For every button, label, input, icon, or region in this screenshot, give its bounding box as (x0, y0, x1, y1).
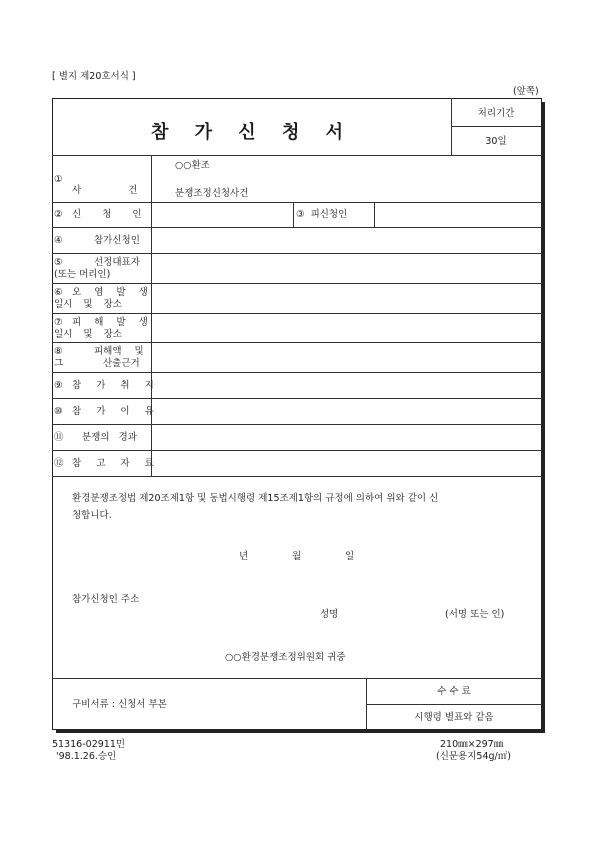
footer-line (52, 678, 542, 679)
form-reference: [ 별지 제20호서식 ] (52, 71, 136, 82)
reason-number: ⑩ (54, 406, 63, 417)
case-label (54, 174, 146, 196)
statement-line-1: 환경분쟁조정법 제20조제1항 및 동법시행령 제15조제1항의 규정에 의하여 위와 같이 신 (72, 493, 439, 504)
form-shadow-bottom (56, 730, 545, 733)
progress-label (54, 432, 137, 443)
pollution-number: ⑥ (54, 287, 63, 298)
case-number: ① (54, 174, 63, 185)
purpose-number: ⑨ (54, 380, 63, 391)
page-side-label: (앞쪽) (513, 86, 539, 97)
damage-field[interactable] (153, 315, 540, 341)
references-field[interactable] (153, 452, 540, 475)
amount-label-line-2b: 산출근거 (103, 358, 140, 369)
divider (293, 202, 294, 227)
representative-label (54, 257, 140, 268)
applicant-label (54, 209, 142, 220)
pollution-label-line-2: 일시 및 장소 (54, 299, 122, 310)
applicant-number: ② (54, 209, 63, 220)
divider (451, 126, 541, 127)
reason-field[interactable] (153, 400, 540, 423)
processing-period-value: 30일 (485, 136, 507, 147)
statement-line-2: 청합니다. (72, 510, 112, 521)
damage-number: ⑦ (54, 317, 63, 328)
respondent-number: ③ (296, 209, 305, 220)
amount-label-line-2a: 그 (54, 358, 64, 369)
case-value-2[interactable]: 분쟁조정신청사건 (175, 188, 249, 199)
respondent-field[interactable] (376, 204, 540, 226)
row-line (52, 450, 542, 451)
form-title: 참 가 신 청 서 (150, 122, 353, 143)
addressee: ○○환경분쟁조정위원회 귀중 (225, 652, 346, 663)
amount-number: ⑧ (54, 346, 63, 357)
participant-number: ④ (54, 235, 63, 246)
row-line (52, 202, 542, 203)
purpose-label (54, 380, 160, 391)
form-code: 51316-02911민 (52, 739, 126, 750)
purpose-field[interactable] (153, 374, 540, 397)
divider (374, 202, 375, 227)
purpose-label-text: 참 가 취 지 (72, 380, 160, 391)
case-label-text: 사 건 (72, 185, 138, 196)
pollution-label-line-1: 오 염 발 생 (72, 287, 151, 298)
progress-field[interactable] (153, 426, 540, 449)
references-number: ⑫ (54, 458, 64, 469)
paper-type: (신문용지54g/㎡) (436, 751, 511, 762)
respondent-label-text: 피신청인 (310, 209, 348, 220)
fee-value: 시행령 별표와 같음 (414, 712, 494, 723)
approval-date: '98.1.26.승인 (56, 751, 117, 762)
row-line (52, 342, 542, 343)
date-day-label: 일 (345, 551, 355, 562)
representative-field[interactable] (153, 255, 540, 282)
damage-label-line-2: 일시 및 장소 (54, 329, 122, 340)
date-month-label: 월 (292, 551, 302, 562)
references-label-text: 참 고 자 료 (72, 458, 160, 469)
row-line (52, 372, 542, 373)
row-line (52, 227, 542, 228)
participant-label (54, 235, 140, 246)
required-documents: 구비서류 : 신청서 부본 (72, 699, 167, 710)
address-label: 참가신청인 주소 (72, 594, 140, 605)
processing-period-label: 처리기간 (477, 108, 515, 119)
representative-label-line-2: (또는 머리인) (54, 269, 111, 280)
references-label (54, 458, 160, 469)
progress-number: ⑪ (54, 432, 64, 443)
label-column-divider (151, 155, 152, 476)
participant-field[interactable] (153, 229, 540, 252)
case-value-1[interactable]: ○○환조 (175, 160, 210, 171)
amount-label-line-1: 피해액 및 (94, 346, 144, 357)
paper-size: 210㎜×297㎜ (440, 739, 504, 750)
amount-label (54, 346, 144, 357)
representative-number: ⑤ (54, 257, 63, 268)
name-label: 성명 (320, 609, 339, 620)
row-line (52, 155, 542, 156)
signature-label: (서명 또는 인) (445, 609, 505, 620)
damage-label-line-1: 피 해 발 생 (72, 317, 151, 328)
reason-label-text: 참 가 이 유 (72, 406, 160, 417)
applicant-field[interactable] (153, 204, 292, 226)
pollution-field[interactable] (153, 285, 540, 312)
progress-label-text: 분쟁의 경과 (82, 432, 137, 443)
row-line (52, 398, 542, 399)
row-line (52, 424, 542, 425)
pollution-label (54, 287, 151, 298)
row-line (52, 283, 542, 284)
form-shadow-right (542, 102, 545, 733)
row-line (52, 476, 542, 477)
representative-label-line-1: 선정대표자 (94, 257, 140, 268)
divider (366, 704, 542, 705)
reason-label (54, 406, 160, 417)
damage-label (54, 317, 151, 328)
participant-label-text: 참가신청인 (94, 235, 140, 246)
applicant-label-text: 신 청 인 (72, 209, 142, 220)
respondent-label (296, 209, 347, 220)
row-line (52, 313, 542, 314)
date-year-label: 년 (239, 551, 249, 562)
amount-field[interactable] (153, 344, 540, 371)
fee-label: 수 수 료 (437, 686, 471, 697)
row-line (52, 253, 542, 254)
